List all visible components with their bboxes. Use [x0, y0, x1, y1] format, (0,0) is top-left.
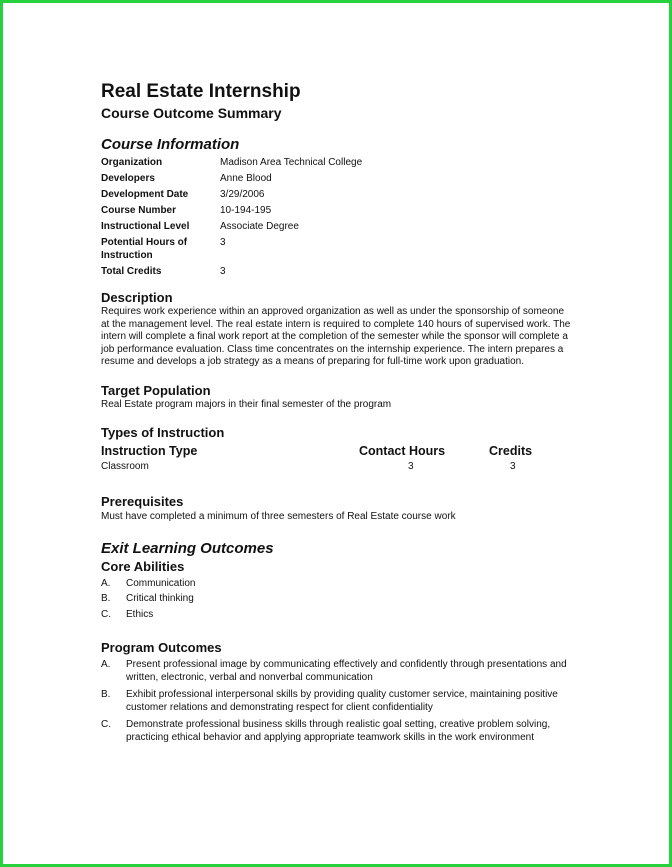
info-label: Potential Hours of Instruction: [101, 237, 188, 261]
list-item: [101, 659, 571, 684]
list-text: Present professional image by communicating effectively and confidently through presentations and written, electronic, verbal and nonverbal communication: [126, 659, 567, 683]
description-heading: Description: [101, 290, 173, 305]
instruction-table-header: [101, 443, 571, 459]
info-value: Anne Blood: [220, 173, 272, 184]
description-section: [101, 290, 571, 369]
core-abilities-list: [101, 578, 571, 622]
info-value: Associate Degree: [220, 221, 299, 232]
list-marker: A.: [101, 577, 111, 589]
info-value: 10-194-195: [220, 205, 272, 216]
info-row-organization: [101, 157, 571, 170]
list-item: [101, 593, 571, 606]
info-label: Development Date: [101, 189, 189, 200]
list-item: [101, 689, 571, 714]
types-of-instruction-heading: Types of Instruction: [101, 425, 225, 440]
course-information-heading: Course Information: [101, 136, 240, 153]
document-subtitle: Course Outcome Summary: [101, 105, 282, 121]
list-text: Communication: [126, 577, 196, 589]
info-row-instructional-level: [101, 221, 571, 234]
column-header-hours: Contact Hours: [359, 444, 446, 458]
info-label: Organization: [101, 157, 163, 168]
list-text: Ethics: [126, 608, 154, 620]
list-marker: C.: [101, 608, 111, 620]
info-value: 3/29/2006: [220, 189, 265, 200]
target-population-heading: Target Population: [101, 382, 211, 398]
info-label: Total Credits: [101, 265, 162, 277]
info-label: Course Number: [101, 205, 177, 216]
list-marker: A.: [101, 659, 111, 670]
description-text: Requires work experience within an approved organization as well as under the sponsorship of someone at the management level. The real estate intern is required to complete 140 hours of supervised work. The intern will complete a final work report at the completion of the semester while the sponsor will complete a job performance evaluation. Class time concentrates on the internship experience. The intern prepares a resume and develops a job strategy as a means of preparing for full-time work upon graduation.: [101, 306, 571, 367]
info-row-developers: [101, 173, 571, 186]
cell-credits: 3: [510, 461, 516, 472]
course-information-section: [101, 136, 571, 278]
info-row-potential-hours: [101, 237, 571, 262]
list-text: Critical thinking: [126, 593, 194, 604]
list-marker: C.: [101, 719, 111, 730]
prerequisites-heading: Prerequisites: [101, 494, 184, 509]
prerequisites-text: Must have completed a minimum of three semesters of Real Estate course work: [101, 511, 456, 522]
list-item: [101, 609, 571, 622]
list-text: Exhibit professional interpersonal skills by providing quality customer service, maintaining positive customer relations and demonstrating respect for client confidentiality: [126, 689, 558, 713]
info-label: Instructional Level: [101, 221, 190, 232]
info-value: Madison Area Technical College: [220, 157, 363, 168]
info-value: 3: [220, 265, 226, 277]
list-marker: B.: [101, 689, 111, 700]
column-header-type: Instruction Type: [101, 444, 198, 458]
column-header-credits: Credits: [489, 444, 533, 458]
target-population-section: [101, 383, 571, 412]
program-outcomes-heading: Program Outcomes: [101, 640, 222, 655]
info-row-total-credits: [101, 266, 571, 279]
course-information-table: [101, 157, 571, 278]
exit-outcomes-section: [101, 540, 571, 745]
cell-type: Classroom: [101, 461, 149, 472]
cell-hours: 3: [408, 461, 414, 472]
list-item: [101, 719, 571, 744]
info-label: Developers: [101, 173, 155, 184]
table-row: [101, 460, 571, 474]
target-population-text: Real Estate program majors in their final semester of the program: [101, 398, 392, 410]
exit-outcomes-heading: Exit Learning Outcomes: [101, 539, 274, 557]
list-item: [101, 578, 571, 591]
list-text: Demonstrate professional business skills through realistic goal setting, creative problem solving, practicing ethical behavior and applying appropriate teamwork skills in the work environment: [126, 719, 551, 743]
prerequisites-section: [101, 494, 571, 524]
document-title: Real Estate Internship: [101, 81, 301, 102]
program-outcomes-list: [101, 659, 571, 744]
document-page: [101, 80, 571, 744]
core-abilities-heading: Core Abilities: [101, 558, 185, 574]
info-row-development-date: [101, 189, 571, 202]
list-marker: B.: [101, 593, 111, 604]
info-value: 3: [220, 237, 226, 248]
types-of-instruction-section: [101, 425, 571, 474]
info-row-course-number: [101, 205, 571, 218]
